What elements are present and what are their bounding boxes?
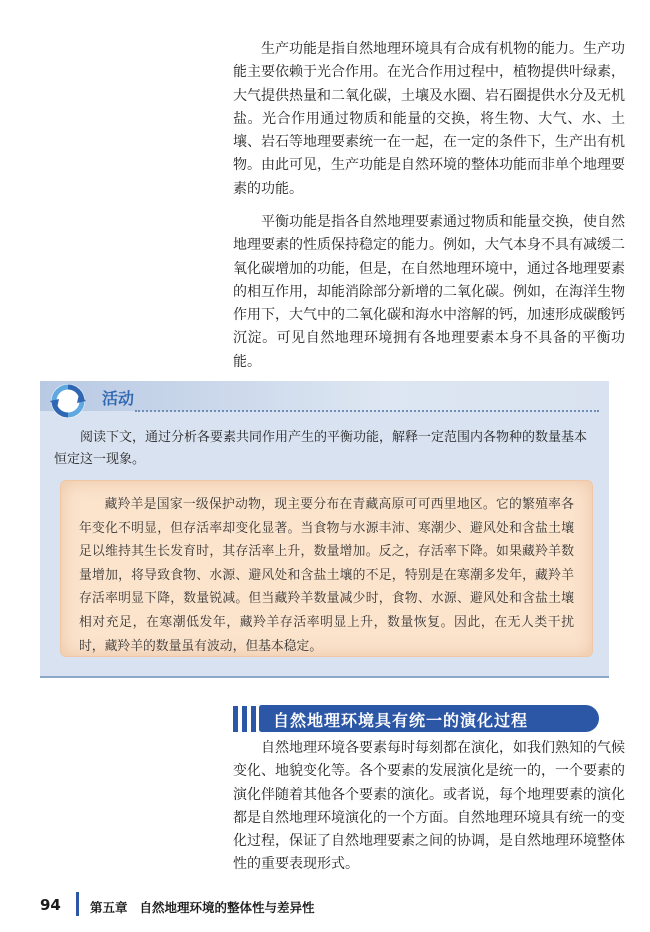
reading-passage-text: 藏羚羊是国家一级保护动物，现主要分布在青藏高原可可西里地区。它的繁殖率各年变化不明显，但存活率却变化显著。当食物与水源丰沛、寒潮少、避风处和含盐土壤足以维持其生长发育时，其存活率上升，数量增加。反之，存活率下降。如果藏羚羊数量增加，将导致食物、水源、避风处和含盐土壤的不足，特别是在寒潮多发年，藏羚羊存活率明显下降，数量锐减。但当藏羚羊数量减少时，食物、水源、避风处和含盐土壤相对充足，在寒潮低发年，藏羚羊存活率明显上升，数量恢复。因此，在无人类干扰时，藏羚羊的数量虽有波动，但基本稳定。: [79, 497, 574, 654]
footer-chapter: [90, 898, 327, 916]
page-number: 94: [40, 896, 61, 914]
activity-prompt: 阅读下文，通过分析各要素共同作用产生的平衡功能，解释一定范围内各物种的数量基本恒定这一现象。: [54, 430, 588, 467]
cycle-arrows-icon: [48, 381, 88, 421]
section-heading: [233, 704, 613, 734]
reading-passage: [60, 480, 593, 657]
section-title: 自然地理环境具有统一的演化过程: [273, 711, 529, 730]
activity-box: [40, 381, 609, 678]
chapter-title: 自然地理环境的整体性与差异性: [139, 900, 315, 915]
section-paragraph: 自然地理环境各要素每时每刻都在演化，如我们熟知的气候变化、地貌变化等。各个要素的发展演化是统一的，一个要素的演化伴随着其他各个要素的演化。或者说，每个地理要素的演化都是自然地理环境演化的一个方面。自然地理环境具有统一的变化过程，保证了自然地理要素之间的协调，是自然地理环境整体性的重要表现形式。: [233, 740, 625, 873]
chapter-number: 第五章: [90, 900, 128, 915]
heading-bars-icon: [233, 706, 259, 732]
body-paragraph: 平衡功能是指各自然地理要素通过物质和能量交换，使自然地理要素的性质保持稳定的能力。例如，大气本身不具有减缓二氧化碳增加的功能，但是，在自然地理环境中，通过各地理要素的相互作用，却能消除部分新增的二氧化碳。例如，在海洋生物作用下，大气中的二氧化碳和海水中溶解的钙，加速形成碳酸钙沉淀。可见自然地理环境拥有各地理要素本身不具备的平衡功能。: [233, 214, 625, 370]
footer-divider: [76, 892, 79, 916]
activity-title: 活动: [102, 389, 135, 408]
body-paragraph: 生产功能是指自然地理环境具有合成有机物的能力。生产功能主要依赖于光合作用。在光合作用过程中，植物提供叶绿素，大气提供热量和二氧化碳，土壤及水圈、岩石圈提供水分及无机盐。光合作用通过物质和能量的交换，将生物、大气、水、土壤、岩石等地理要素统一在一起，在一定的条件下，生产出有机物。由此可见，生产功能是自然环境的整体功能而非单个地理要素的功能。: [233, 41, 625, 197]
activity-divider: [135, 410, 599, 412]
